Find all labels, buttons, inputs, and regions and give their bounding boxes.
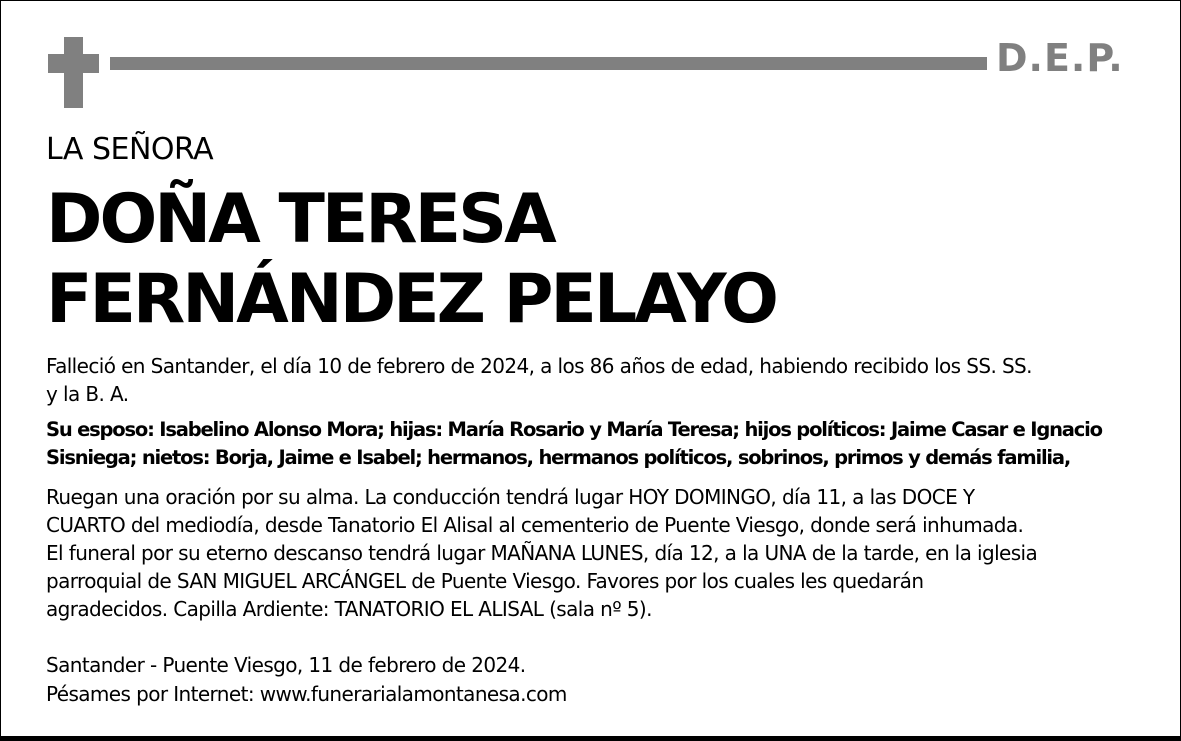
death-notice-line: y la B. A. bbox=[46, 382, 129, 406]
family-line: Sisniega; nietos: Borja, Jaime e Isabel; hermanos, hermanos políticos, sobrinos, primos y demás familia, bbox=[46, 446, 1071, 469]
death-notice bbox=[46, 352, 1156, 408]
condolences-web: Pésames por Internet: www.funerarialamontanesa.com bbox=[46, 682, 567, 706]
ceremony-line: Ruegan una oración por su alma. La conducción tendrá lugar HOY DOMINGO, día 11, a las DOCE Y bbox=[46, 485, 975, 509]
deceased-name-line1: DOÑA TERESA bbox=[46, 180, 554, 259]
family-list bbox=[46, 416, 1166, 472]
ceremony-details bbox=[46, 483, 1156, 623]
header-rule bbox=[110, 57, 987, 70]
ceremony-line: CUARTO del mediodía, desde Tanatorio El Alisal al cementerio de Puente Viesgo, donde será inhumada. bbox=[46, 513, 1024, 537]
honorific-title: LA SEÑORA bbox=[46, 132, 214, 167]
family-line: Su esposo: Isabelino Alonso Mora; hijas: María Rosario y María Teresa; hijos políticos: Jaime Casar e Ignacio bbox=[46, 418, 1102, 441]
death-notice-line: Falleció en Santander, el día 10 de febrero de 2024, a los 86 años de edad, habiendo recibido los SS. SS. bbox=[46, 354, 1032, 378]
ceremony-line: agradecidos. Capilla Ardiente: TANATORIO EL ALISAL (sala nº 5). bbox=[46, 597, 652, 621]
dep-label: D.E.P. bbox=[996, 36, 1124, 80]
cross-icon-bar bbox=[48, 54, 99, 73]
ceremony-line: El funeral por su eterno descanso tendrá lugar MAÑANA LUNES, día 12, a la UNA de la tarde, en la iglesia bbox=[46, 541, 1038, 565]
place-date: Santander - Puente Viesgo, 11 de febrero de 2024. bbox=[46, 653, 526, 677]
deceased-name-line2: FERNÁNDEZ PELAYO bbox=[46, 260, 776, 339]
ceremony-line: parroquial de SAN MIGUEL ARCÁNGEL de Puente Viesgo. Favores por los cuales les quedarán bbox=[46, 569, 924, 593]
